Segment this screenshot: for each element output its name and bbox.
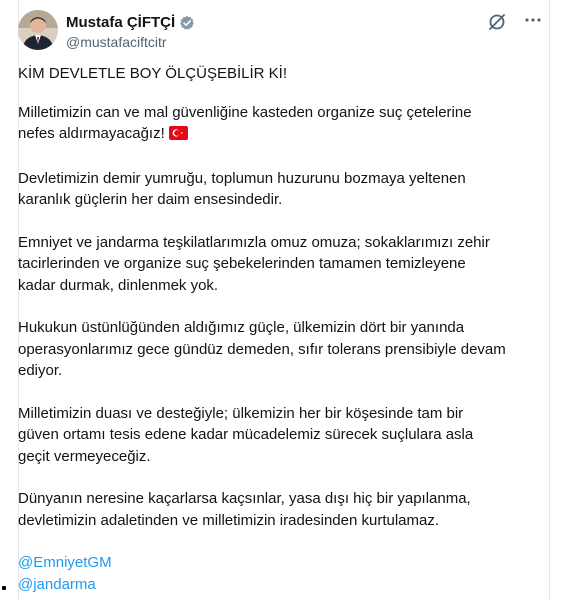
tweet-line: Hukukun üstünlüğünden aldığımız güçle, ülkemizin dört bir yanında [18,319,465,336]
mention-emniyetgm[interactable]: @EmniyetGM [18,554,112,571]
avatar[interactable] [18,10,58,50]
mention-link[interactable] [18,574,518,596]
tweet-line: karanlık güçlerin her daim ensesindedir. [18,191,283,208]
author-handle[interactable]: @mustafaciftcitr [66,34,167,50]
tweet-line: Milletimizin duası ve desteğiyle; ülkemizin her bir köşesinde tam bir [18,404,464,422]
tweet-title: KİM DEVLETLE BOY ÖLÇÜŞEBİLİR Kİ! [18,65,287,82]
mention-jandarma[interactable]: @jandarma [18,575,96,593]
tweet-line: nefes aldırmayacağız! [18,123,518,147]
verified-badge-icon [179,15,195,31]
author-name[interactable]: Mustafa ÇİFTÇİ [66,14,176,31]
edge-mark [2,586,6,590]
tweet-line: tacirlerinden ve organize suç şebekelerinden tamamen temizleyene [18,255,466,272]
tweet-line: kadar durmak, dinlenmek yok. [18,276,219,294]
author-name-row [66,14,195,31]
more-icon[interactable] [523,10,543,35]
tweet-line: operasyonlarımız gece gündüz demeden, sıfır tolerans prensibiyle devam [18,340,506,358]
tweet-header [18,10,547,54]
tweet-line: Milletimizin can ve mal güvenliğine kasteden organize suç çetelerine [18,103,472,121]
mention-link[interactable] [18,552,518,574]
turkey-flag-icon [169,125,188,147]
tweet-line: geçit vermeyeceğiz. [18,447,151,465]
grok-icon[interactable] [487,12,507,32]
tweet-text [18,63,518,595]
tweet-line: devletimizin adaletinden ve milletimizin iradesinden kurtulamaz. [18,511,440,529]
tweet-line: Dünyanın neresine kaçarlarsa kaçsınlar, yasa dışı hiç bir yapılanma, [18,490,471,507]
tweet-line: ediyor. [18,362,63,379]
tweet-line: Emniyet ve jandarma teşkilatlarımızla omuz omuza; sokaklarımızı zehir [18,233,490,251]
tweet-line: Devletimizin demir yumruğu, toplumun huzurunu bozmaya yeltenen [18,169,466,187]
tweet-line: güven ortamı tesis edene kadar mücadelemiz sürecek suçlulara asla [18,426,474,443]
